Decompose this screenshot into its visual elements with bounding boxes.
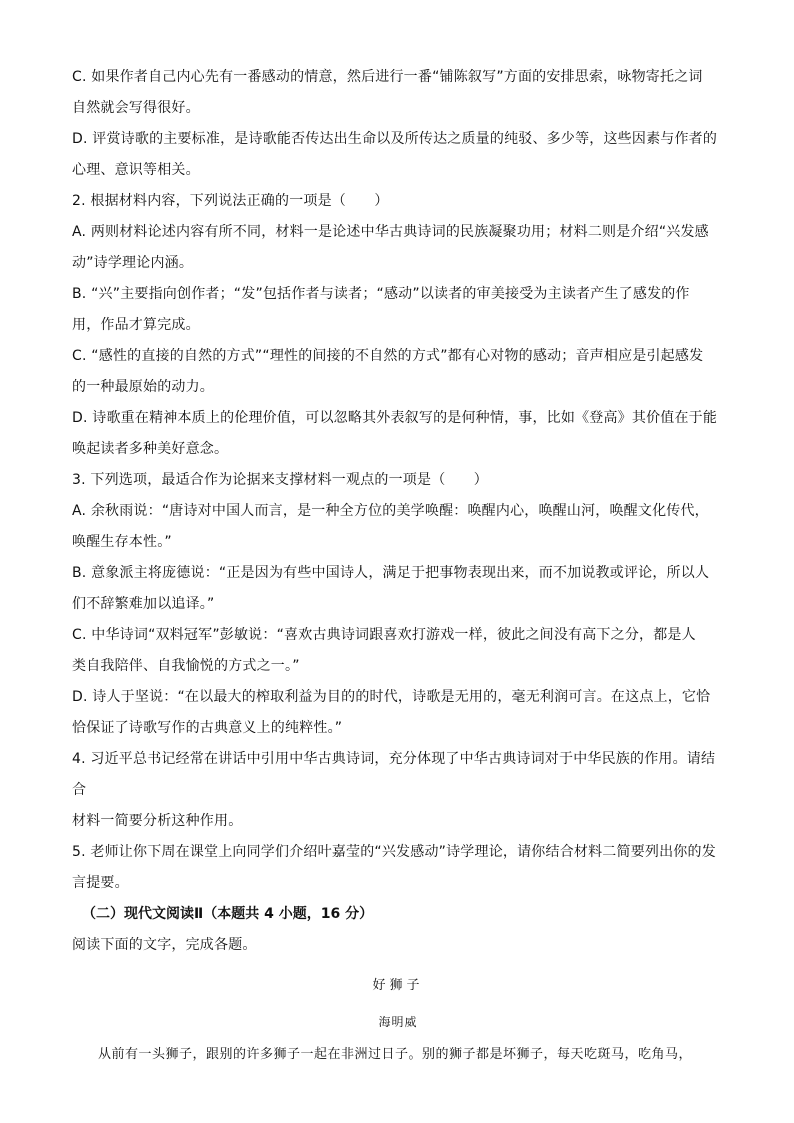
text-line: 类自我陪伴、自我愉悦的方式之一。” — [72, 658, 300, 674]
text-line: 材料一简要分析这种作用。 — [72, 813, 243, 829]
text-line: B. “兴”主要指向创作者；“发”包括作者与读者；“感动”以读者的审美接受为主读者产生了感发的作 — [72, 286, 690, 302]
story-author: 海明威 — [378, 1015, 418, 1029]
document-page — [72, 62, 724, 1065]
text-line: D. 诗人于坚说：“在以最大的榨取利益为目的的时代，诗歌是无用的，毫无利润可言。在这点上，它恰 — [72, 689, 711, 705]
text-line: C. 如果作者自己内心先有一番感动的情意，然后进行一番“铺陈叙写”方面的安排思索，咏物寄托之词 — [72, 69, 703, 85]
text-line: 唤醒生存本性。” — [72, 534, 172, 550]
question-5-stem: 5. 老师让你下周在课堂上向同学们介绍叶嘉莹的“兴发感动”诗学理论，请你结合材料二简要列出你的发 — [72, 844, 716, 860]
reading-instruction: 阅读下面的文字，完成各题。 — [72, 937, 257, 953]
text-line: B. 意象派主将庞德说：“正是因为有些中国诗人，满足于把事物表现出来，而不加说教或评论，所以人 — [72, 565, 710, 581]
text-line: 们不辞繁难加以追译。” — [72, 596, 215, 612]
text-line: C. “感性的直接的自然的方式”“理性的间接的不自然的方式”都有心对物的感动；音声相应是引起感发 — [72, 348, 704, 364]
story-title: 好狮子 — [372, 978, 424, 993]
text-line: 用，作品才算完成。 — [72, 317, 200, 333]
story-paragraph: 从前有一头狮子，跟别的许多狮子一起在非洲过日子。别的狮子都是坏狮子，每天吃斑马，吃角马， — [98, 1047, 693, 1062]
text-line: D. 评赏诗歌的主要标准，是诗歌能否传达出生命以及所传达之质量的纯驳、多少等，这些因素与作者的 — [72, 131, 718, 147]
text-line: A. 余秋雨说：“唐诗对中国人而言，是一种全方位的美学唤醒：唤醒内心，唤醒山河，唤醒文化传代， — [72, 503, 709, 519]
text-line: C. 中华诗词“双料冠军”彭敏说：“喜欢古典诗词跟喜欢打游戏一样，彼此之间没有高下之分，都是人 — [72, 627, 696, 643]
question-2-stem: 2. 根据材料内容，下列说法正确的一项是（ ） — [72, 193, 389, 209]
question-3-stem: 3. 下列选项，最适合作为论据来支撑材料一观点的一项是（ ） — [72, 472, 489, 488]
text-line: 唤起读者多种美好意念。 — [72, 441, 229, 457]
text-line: 恰保证了诗歌写作的古典意义上的纯粹性。” — [72, 720, 343, 736]
section-heading: （二）现代文阅读Ⅱ（本题共 4 小题，16 分） — [82, 906, 374, 922]
text-line: 自然就会写得很好。 — [72, 100, 200, 116]
text-line: D. 诗歌重在精神本质上的伦理价值，可以忽略其外表叙写的是何种情，事，比如《登高》其价值在于能 — [72, 410, 718, 426]
question-4-stem: 4. 习近平总书记经常在讲话中引用中华古典诗词，充分体现了中华古典诗词对于中华民族的作用。请结合 — [72, 751, 716, 798]
text-line: A. 两则材料论述内容有所不同，材料一是论述中华古典诗词的民族凝聚功用；材料二则是介绍“兴发感 — [72, 224, 709, 240]
text-line: 动”诗学理论内涵。 — [72, 255, 194, 271]
text-line: 言提要。 — [72, 875, 129, 891]
text-line: 心理、意识等相关。 — [72, 162, 200, 178]
text-line: 的一种最原始的动力。 — [72, 379, 214, 395]
